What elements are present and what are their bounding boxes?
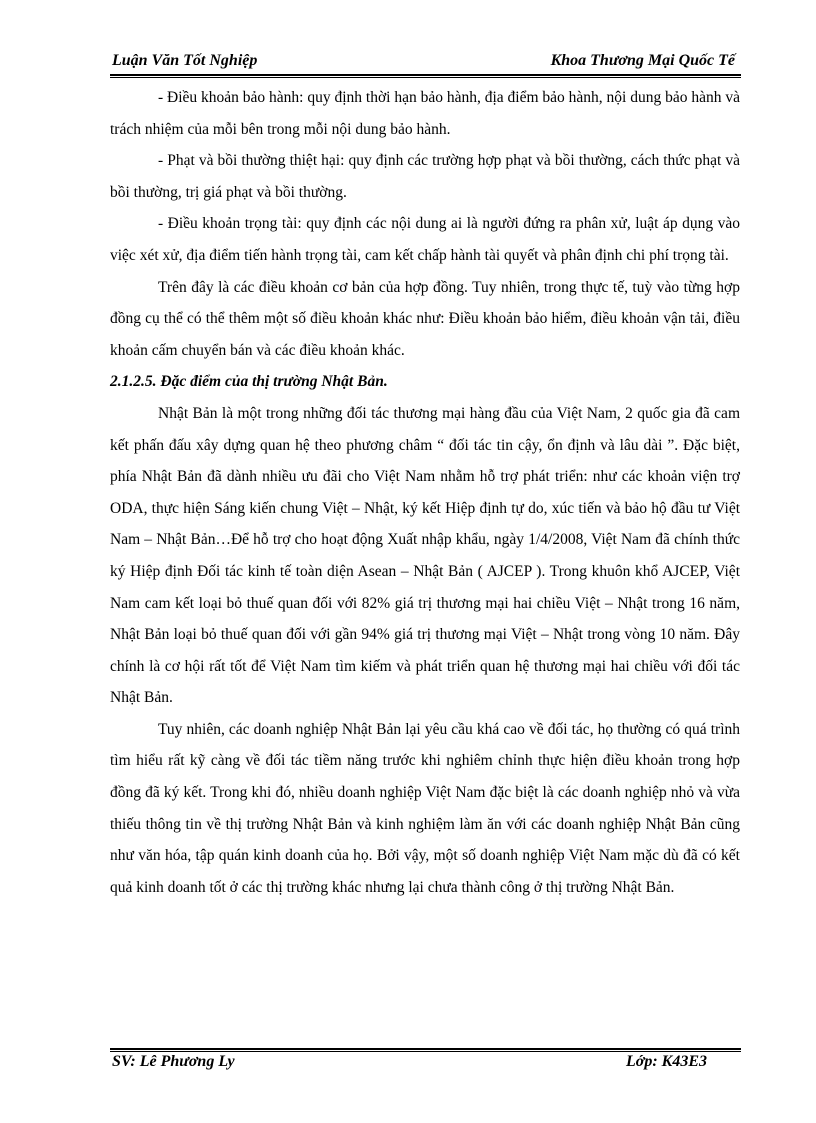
page-body xyxy=(110,82,740,903)
section-heading: 2.1.2.5. Đặc điểm của thị trường Nhật Bản. xyxy=(110,373,388,391)
paragraph-warranty-clause: - Điều khoản bảo hành: quy định thời hạn bảo hành, địa điểm bảo hành, nội dung bảo hành và trách nhiệm của mỗi bên trong mỗi nội dung bảo hành. xyxy=(110,89,740,138)
footer-student: SV: Lê Phương Ly xyxy=(112,1053,235,1070)
paragraph-penalty-clause: - Phạt và bồi thường thiệt hại: quy định các trường hợp phạt và bồi thường, cách thức phạt và bồi thường, trị giá phạt và bồi thường. xyxy=(110,152,740,201)
header-thesis-title: Luận Văn Tốt Nghiệp xyxy=(112,52,258,69)
header-faculty: Khoa Thương Mại Quốc Tế xyxy=(550,52,735,69)
footer-rule-thin xyxy=(110,1051,741,1052)
paragraph-japan-partner: Nhật Bản là một trong những đối tác thương mại hàng đầu của Việt Nam, 2 quốc gia đã cam kết phấn đấu xây dựng quan hệ theo phương châm “ đối tác tin cậy, ổn định và lâu dài ”. Đặc biệt, phía Nhật Bản đã dành nhiều ưu đãi cho Việt Nam nhằm hỗ trợ phát triển: như các khoản viện trợ ODA, thực hiện Sáng kiến chung Việt – Nhật, ký kết Hiệp định tự do, xúc tiến và bảo hộ đầu tư Việt Nam – Nhật Bản…Để hỗ trợ cho hoạt động Xuất nhập khẩu, ngày 1/4/2008, Việt Nam đã chính thức ký Hiệp định Đối tác kinh tế toàn diện Asean – Nhật Bản ( AJCEP ). Trong khuôn khổ AJCEP, Việt Nam cam kết loại bỏ thuế quan đối với 82% giá trị thương mại hai chiều Việt – Nhật trong 16 năm, Nhật Bản loại bỏ thuế quan đối với gần 94% giá trị thương mại Việt – Nhật trong vòng 10 năm. Đây chính là cơ hội rất tốt để Việt Nam tìm kiếm và phát triển quan hệ thương mại hai chiều với đối tác Nhật Bản. xyxy=(110,404,740,707)
footer-class: Lớp: K43E3 xyxy=(625,1053,707,1070)
header-rule-thick xyxy=(110,74,741,76)
paragraph-japan-requirements: Tuy nhiên, các doanh nghiệp Nhật Bản lại yêu cầu khá cao về đối tác, họ thường có quá trình tìm hiểu rất kỹ càng về đối tác tiềm năng trước khi nghiêm chỉnh thực hiện điều khoản trong hợp đồng đã ký kết. Trong khi đó, nhiều doanh nghiệp Việt Nam đặc biệt là các doanh nghiệp nhỏ và vừa thiếu thông tin về thị trường Nhật Bản và kinh nghiệm làm ăn với các doanh nghiệp Nhật Bản cũng như văn hóa, tập quán kinh doanh của họ. Bởi vậy, một số doanh nghiệp Việt Nam mặc dù đã có kết quả kinh doanh tốt ở các thị trường khác nhưng lại chưa thành công ở thị trường Nhật Bản. xyxy=(110,720,740,896)
page-footer xyxy=(110,1053,741,1077)
paragraph-summary: Trên đây là các điều khoản cơ bản của hợp đồng. Tuy nhiên, trong thực tế, tuỳ vào từng hợp đồng cụ thể có thể thêm một số điều khoản khác như: Điều khoản bảo hiểm, điều khoản vận tải, điều khoản cấm chuyển bán và các điều khoản khác. xyxy=(110,278,740,359)
page-header xyxy=(110,52,741,76)
footer-rule-thick xyxy=(110,1048,741,1050)
header-rule-thin xyxy=(110,77,741,78)
paragraph-arbitration-clause: - Điều khoản trọng tài: quy định các nội dung ai là người đứng ra phân xử, luật áp dụng vào việc xét xử, địa điểm tiến hành trọng tài, cam kết chấp hành tài quyết và phân định chi phí trọng tài. xyxy=(110,215,740,264)
